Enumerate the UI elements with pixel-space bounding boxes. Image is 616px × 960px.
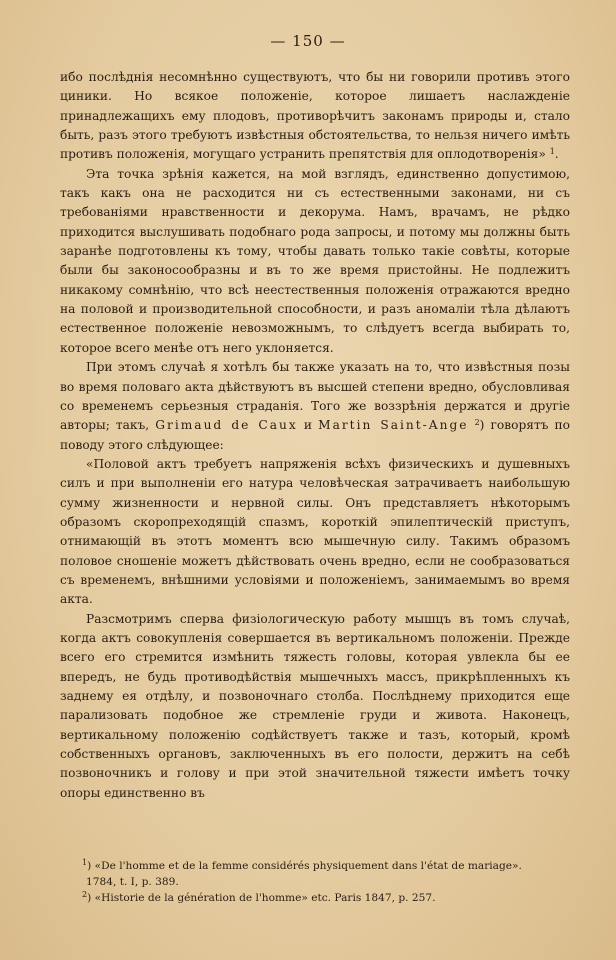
paragraph-3-text-a: При этомъ случаѣ я хотѣлъ бы также указать на то, что извѣстныя позы во время половаго акта дѣйствуютъ въ высшей степени вредно, обусловливая со временемъ серьезныя страданія. Того же воззрѣнія держатся и другіе авторы; такъ, bbox=[60, 360, 570, 433]
paragraph-1 bbox=[60, 68, 570, 165]
footnotes bbox=[82, 858, 552, 906]
footnote-ref-1: 1 bbox=[549, 147, 555, 157]
paragraph-2: Эта точка зрѣнія кажется, на мой взглядъ, единственно допустимою, такъ какъ она не расходится ни съ естественными законами, ни съ требованіями нравственности и декорума. Намъ, врачамъ, не рѣдко приходится выслушивать подобнаго рода запросы, и потому мы должны быть заранѣе подготовлены къ тому, чтобы давать только такіе совѣты, которые были бы законосообразны и въ то же время пристойны. Не подлежитъ никакому сомнѣнію, что всѣ неестественныя положенія отражаются вредно на половой и производительной способности, и разъ аномаліи тѣла дѣлаютъ естественное положеніе невозможнымъ, то слѣдуетъ всегда выбирать то, которое всего менѣе отъ него уклоняется. bbox=[60, 166, 570, 355]
footnote-2 bbox=[82, 890, 552, 906]
footnote-1 bbox=[82, 858, 552, 890]
body-text bbox=[60, 68, 570, 803]
paragraph-3 bbox=[60, 358, 570, 455]
footnote-2-line1: ) «Historie de la génération de l'homme» etc. Paris 1847, p. 257. bbox=[87, 892, 436, 904]
footnote-ref-2: 2 bbox=[474, 418, 480, 428]
footnote-1-line1: ) «De l'homme et de la femme considérés physiquement dans l'état de mariage». bbox=[87, 860, 522, 872]
paragraph-5: Разсмотримъ сперва физіологическую работу мышцъ въ томъ случаѣ, когда актъ совокупленія совершается въ вертикальномъ положеніи. Прежде всего его стремится измѣнить тяжесть головы, которая увлекла бы ее впередъ, не будь противодѣйствія мышечныхъ массъ, прикрѣпленныхъ къ заднему ея отдѣлу, и позвоночнаго столба. Послѣднему приходится еще парализовать подобное же стремленіе груди и живота. Наконецъ, вертикальному положенію содѣйствуетъ также и тазъ, который, кромѣ собственныхъ органовъ, заключенныхъ въ его полости, держитъ на себѣ позвоночникъ и голову и при этой значительной тяжести имѣетъ точку опоры единственно въ bbox=[60, 611, 570, 800]
paragraph-1-text: ибо послѣднія несомнѣнно существуютъ, что бы ни говорили противъ этого циники. Но всякое положеніе, которое лишаетъ наслажденіе принадлежащихъ ему плодовъ, противорѣчитъ законамъ природы и, стало быть, разъ этого требуютъ извѣстныя обстоятельства, то нельзя ничего имѣть противъ положенія, могущаго устранить препятствія для оплодотворенія» bbox=[60, 70, 570, 162]
author-name-martin: Martin Saint-Ange bbox=[318, 418, 469, 433]
paragraph-3-text-b: и bbox=[297, 418, 319, 433]
page-number: — 150 — bbox=[270, 32, 346, 50]
author-name-grimaud: Grimaud de Caux bbox=[155, 418, 298, 433]
footnote-1-marker: 1 bbox=[82, 858, 88, 867]
paragraph-4-quote: «Половой актъ требуетъ напряженія всѣхъ физическихъ и душевныхъ силъ и при выполненіи его натура человѣческая затрачиваетъ наибольшую сумму жизненности и нервной силы. Онъ представляетъ нѣкоторымъ образомъ скоропреходящій спазмъ, короткій эпилептическій приступъ, отнимающій въ этотъ моментъ всю мышечную силу. Такимъ образомъ половое сношеніе можетъ дѣйствовать очень вредно, если не сообразоваться съ временемъ, внѣшними условіями и положеніемъ, занимаемымъ во время акта. bbox=[60, 456, 570, 607]
paragraph-3-text-c: ) говорятъ по поводу этого слѣдующее: bbox=[60, 418, 571, 452]
footnote-2-marker: 2 bbox=[82, 890, 88, 899]
footnote-1-line2: 1784, t. I, p. 389. bbox=[86, 876, 179, 888]
paragraph-1-tail: . bbox=[554, 147, 559, 162]
